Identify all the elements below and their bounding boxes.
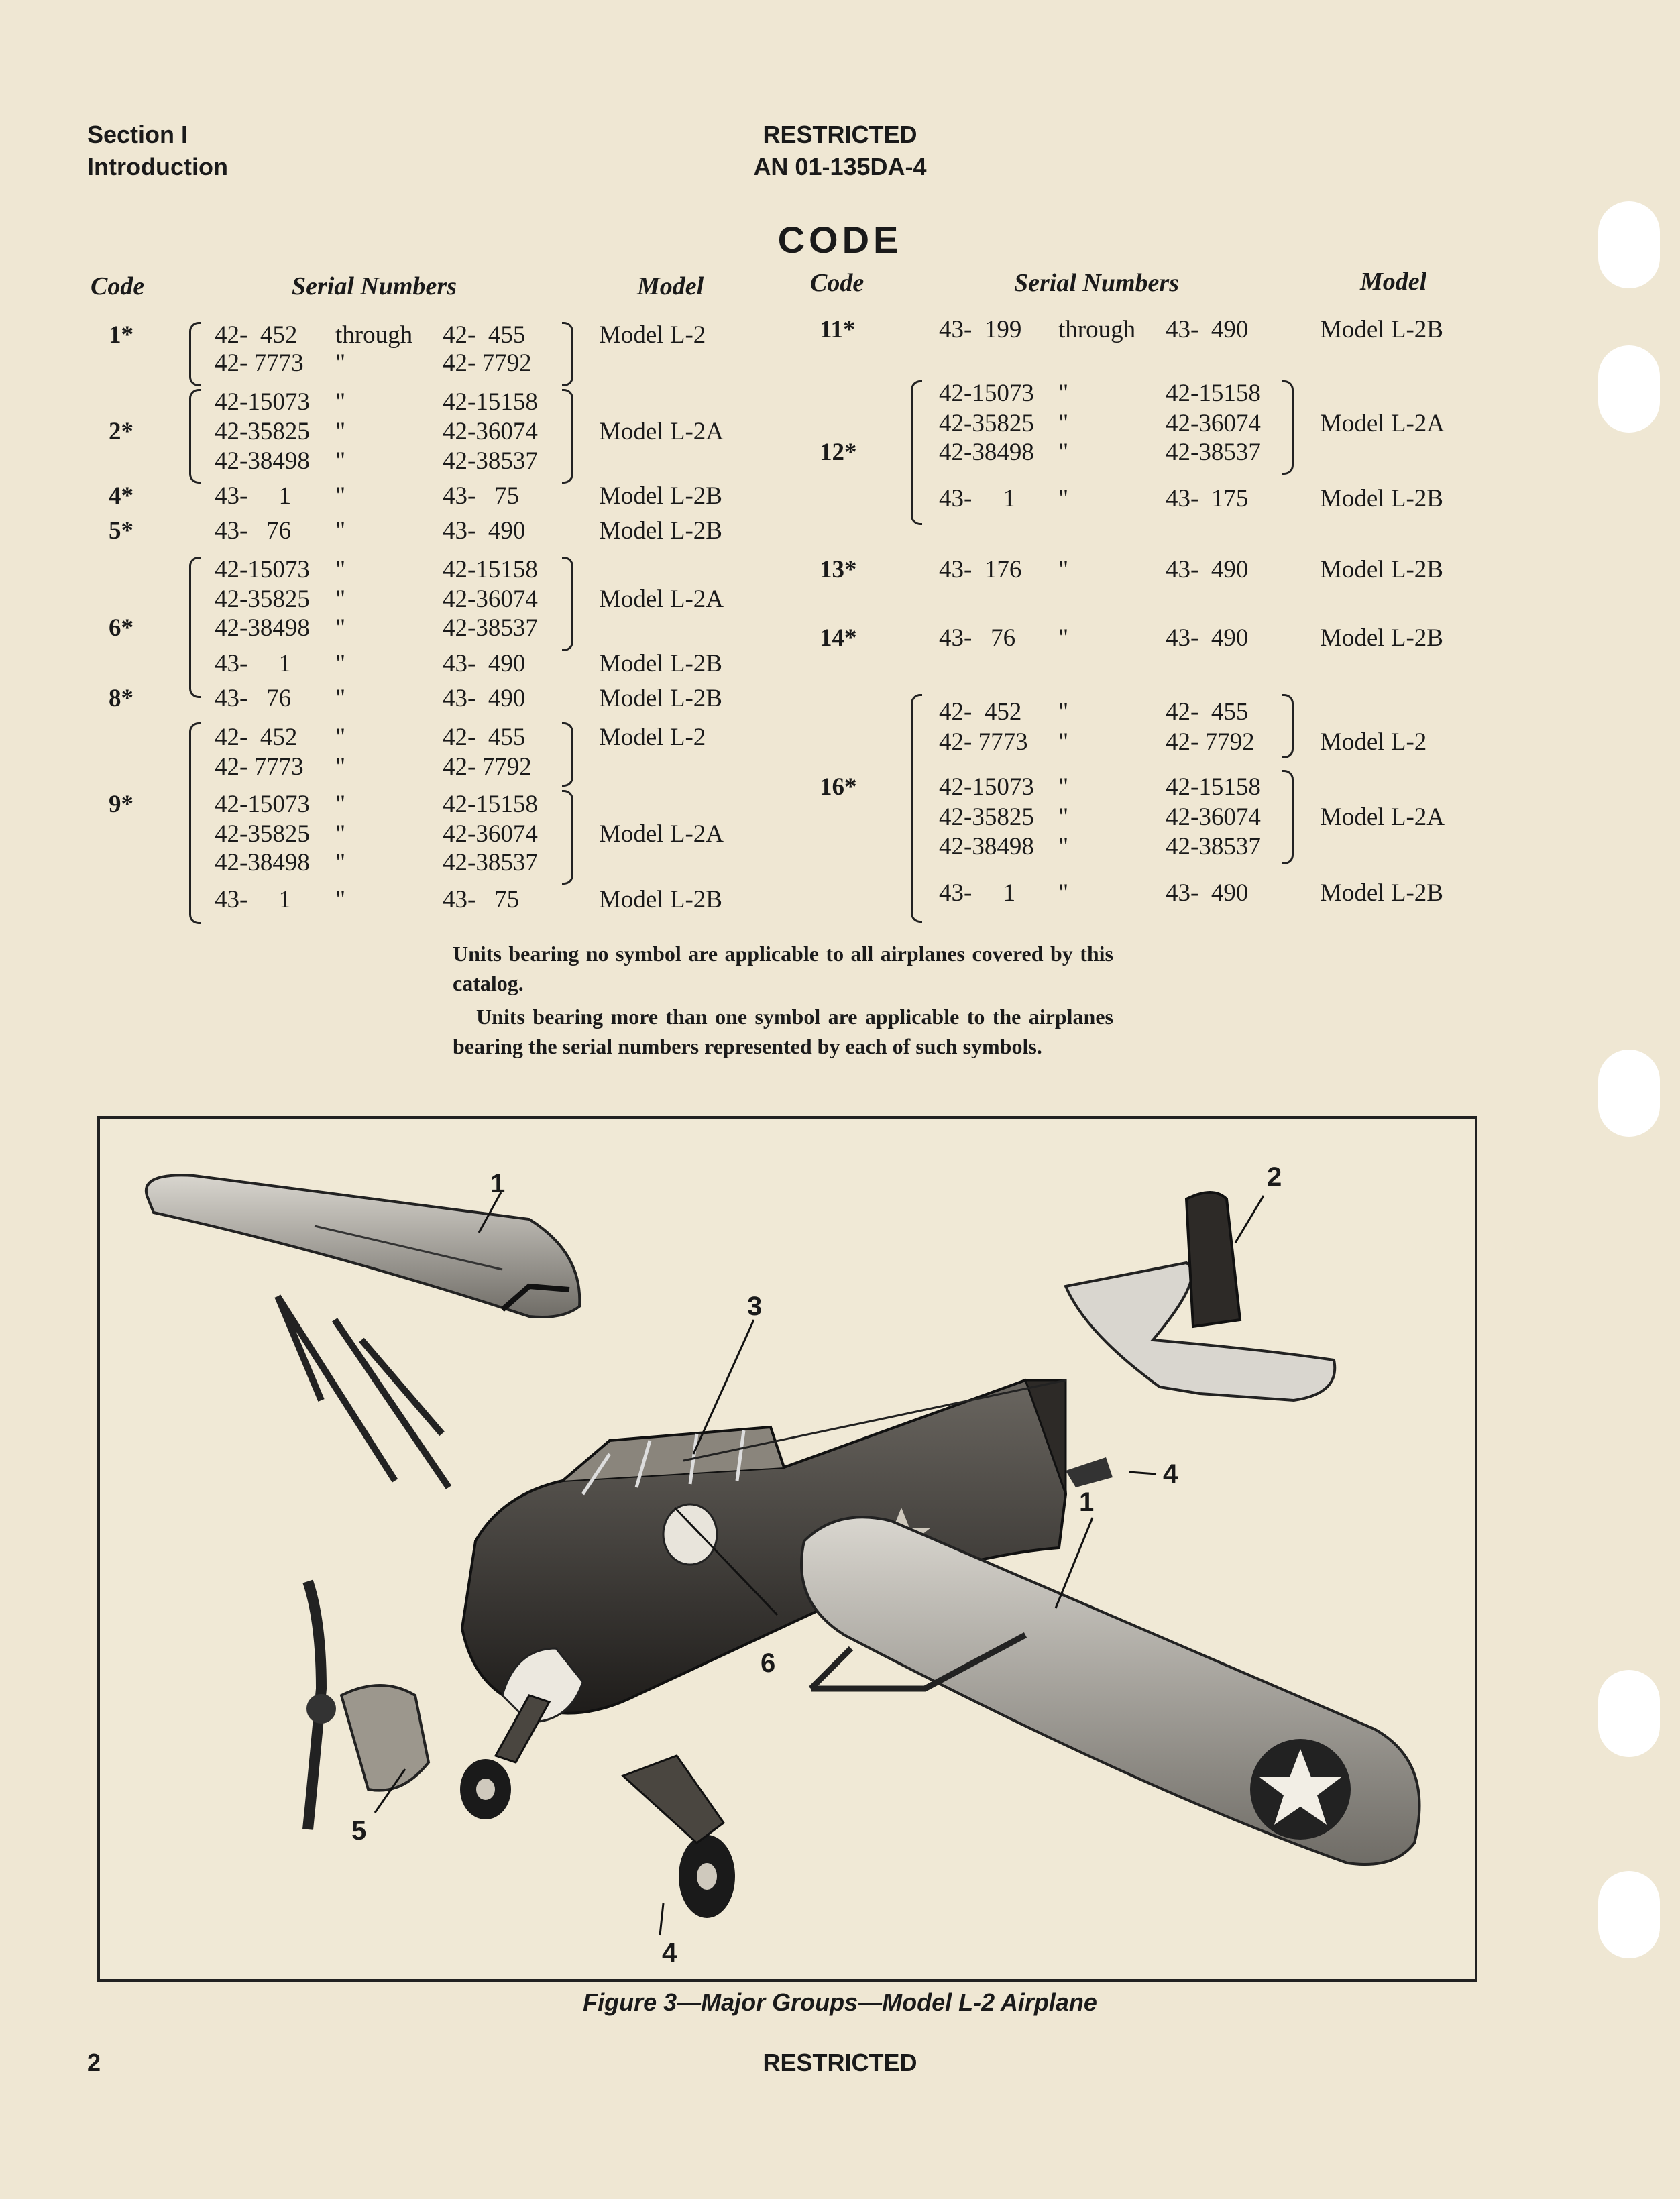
bracket <box>562 322 573 386</box>
code-table-model: Model L-2A <box>599 585 724 613</box>
bracket <box>562 722 573 787</box>
code-table-sep: " <box>1058 728 1069 756</box>
code-table-sep: " <box>335 614 346 642</box>
code-table-sep: " <box>1058 803 1069 831</box>
subsection-label: Introduction <box>87 153 228 180</box>
code-table-from: 42-15073 <box>939 380 1034 407</box>
code-table-model: Model L-2A <box>599 820 724 848</box>
code-table-model: Model L-2A <box>1320 803 1445 831</box>
code-table-model: Model L-2A <box>599 418 724 445</box>
code-table-from: 43- 1 <box>215 886 292 913</box>
doc-number: AN 01-135DA-4 <box>753 153 927 180</box>
right-serial-header: Serial Numbers <box>1014 269 1179 297</box>
code-table-to: 42-36074 <box>443 585 538 613</box>
figure-caption: Figure 3—Major Groups—Model L-2 Airplane <box>583 1988 1097 2016</box>
code-table-sep: " <box>1058 410 1069 437</box>
code-table-from: 43- 1 <box>939 485 1016 512</box>
code-table-from: 42- 452 <box>215 321 298 349</box>
code-table-to: 42-38537 <box>443 849 538 877</box>
code-table-from: 43- 1 <box>939 879 1016 907</box>
code-table-code: 2* <box>109 418 133 445</box>
code-table-to: 43- 175 <box>1166 485 1249 512</box>
code-table-sep: through <box>335 321 413 349</box>
figure-box <box>97 1116 1477 1982</box>
right-model-header: Model <box>1360 268 1427 296</box>
note-2: Units bearing more than one symbol are applicable to the airplanes bearing the serial numbers represented by each of such symbols. <box>453 1005 1113 1058</box>
code-table-to: 42-38537 <box>1166 439 1261 466</box>
code-table-from: 43- 76 <box>215 685 292 712</box>
code-table-to: 42-36074 <box>1166 803 1261 831</box>
right-code-header: Code <box>810 269 864 297</box>
airplane-exploded-illustration <box>100 1119 1475 1979</box>
bracket <box>562 557 573 651</box>
code-table-from: 42- 452 <box>939 698 1022 726</box>
code-table-from: 42-38498 <box>215 614 310 642</box>
code-table-from: 42-35825 <box>215 585 310 613</box>
code-table-sep: " <box>335 724 346 751</box>
code-table-sep: " <box>1058 698 1069 726</box>
bracket <box>911 380 922 525</box>
code-table-code: 6* <box>109 614 133 642</box>
code-table-code: 9* <box>109 791 133 818</box>
code-table-code: 13* <box>820 556 857 583</box>
code-table-from: 42-15073 <box>215 556 310 583</box>
code-table-to: 42-38537 <box>443 447 538 475</box>
code-table-to: 43- 75 <box>443 482 520 510</box>
left-model-header: Model <box>637 272 704 300</box>
code-table-from: 42-35825 <box>939 803 1034 831</box>
code-table-to: 42- 7792 <box>443 753 532 781</box>
code-table-from: 43- 176 <box>939 556 1022 583</box>
code-table-model: Model L-2B <box>599 517 722 545</box>
code-table-sep: " <box>335 447 346 475</box>
code-table-model: Model L-2B <box>599 650 722 677</box>
code-table-model: Model L-2 <box>1320 728 1427 756</box>
code-table-from: 42-35825 <box>215 418 310 445</box>
code-table-to: 43- 75 <box>443 886 520 913</box>
code-table-to: 42-36074 <box>443 418 538 445</box>
code-table-model: Model L-2A <box>1320 410 1445 437</box>
code-table-to: 43- 490 <box>443 650 526 677</box>
code-table-sep: " <box>1058 879 1069 907</box>
code-table-to: 42-15158 <box>1166 773 1261 801</box>
code-table-from: 42- 452 <box>215 724 298 751</box>
code-table-to: 43- 490 <box>1166 879 1249 907</box>
code-table-from: 42-35825 <box>939 410 1034 437</box>
code-table-to: 42-15158 <box>443 791 538 818</box>
code-table-from: 43- 1 <box>215 650 292 677</box>
code-table-sep: " <box>335 849 346 877</box>
code-table-sep: " <box>335 556 346 583</box>
callout-2: 2 <box>1267 1162 1282 1192</box>
callout-1: 1 <box>490 1169 506 1198</box>
callout-4-gear: 4 <box>662 1938 677 1968</box>
code-table-model: Model L-2B <box>599 685 722 712</box>
code-table-model: Model L-2B <box>1320 556 1443 583</box>
code-table-to: 42- 7792 <box>1166 728 1255 756</box>
binder-hole <box>1598 345 1660 433</box>
code-table-sep: " <box>335 753 346 781</box>
code-table-sep: " <box>335 418 346 445</box>
callout-4: 4 <box>1163 1459 1178 1489</box>
code-table-to: 42-15158 <box>443 556 538 583</box>
code-table-to: 42- 455 <box>1166 698 1249 726</box>
code-table-to: 42-15158 <box>1166 380 1261 407</box>
code-table-to: 43- 490 <box>1166 316 1249 343</box>
code-table-from: 43- 76 <box>939 624 1016 652</box>
bracket <box>562 790 573 885</box>
code-title: CODE <box>777 219 903 261</box>
code-table-sep: through <box>1058 316 1136 343</box>
code-table-sep: " <box>335 685 346 712</box>
code-table-from: 42- 7773 <box>939 728 1028 756</box>
code-table-from: 43- 199 <box>939 316 1022 343</box>
code-table-sep: " <box>1058 624 1069 652</box>
binder-hole <box>1598 1871 1660 1958</box>
bracket <box>189 322 201 386</box>
section-label: Section I <box>87 121 188 148</box>
code-table-sep: " <box>335 886 346 913</box>
code-table-to: 42-15158 <box>443 388 538 416</box>
callout-6: 6 <box>761 1648 776 1678</box>
code-table-from: 42-38498 <box>939 439 1034 466</box>
code-table-code: 11* <box>820 316 856 343</box>
left-serial-header: Serial Numbers <box>292 272 457 300</box>
code-table-model: Model L-2B <box>1320 316 1443 343</box>
code-table-sep: " <box>1058 773 1069 801</box>
bracket <box>1282 380 1294 475</box>
code-table-model: Model L-2 <box>599 724 706 751</box>
page-number: 2 <box>87 2049 101 2076</box>
code-table-to: 42-38537 <box>443 614 538 642</box>
callout-3: 3 <box>747 1292 763 1321</box>
bracket <box>562 389 573 484</box>
bracket <box>911 694 922 923</box>
right-wing <box>801 1517 1420 1864</box>
code-table-to: 43- 490 <box>1166 624 1249 652</box>
note-1: Units bearing no symbol are applicable to all airplanes covered by this catalog. <box>453 942 1113 995</box>
code-table-code: 4* <box>109 482 133 510</box>
code-table-model: Model L-2B <box>599 482 722 510</box>
code-table-sep: " <box>335 388 346 416</box>
code-table-code: 16* <box>820 773 857 801</box>
left-wing <box>146 1175 579 1487</box>
code-table-code: 12* <box>820 439 857 466</box>
engine-group <box>306 1581 429 1829</box>
callout-5: 5 <box>351 1816 367 1846</box>
code-table-sep: " <box>335 349 346 377</box>
code-table-to: 42- 455 <box>443 321 526 349</box>
restricted-header: RESTRICTED <box>763 121 917 148</box>
code-table-from: 42- 7773 <box>215 349 304 377</box>
code-table-code: 1* <box>109 321 133 349</box>
binder-hole <box>1598 1670 1660 1757</box>
code-table-from: 43- 76 <box>215 517 292 545</box>
code-table-code: 14* <box>820 624 857 652</box>
code-table-sep: " <box>335 482 346 510</box>
code-table-from: 42-15073 <box>939 773 1034 801</box>
code-table-model: Model L-2B <box>1320 624 1443 652</box>
bracket <box>189 557 201 698</box>
bracket <box>189 389 201 484</box>
code-table-from: 42-15073 <box>215 388 310 416</box>
tail-group <box>1066 1192 1335 1400</box>
code-table-from: 42- 7773 <box>215 753 304 781</box>
code-table-model: Model L-2B <box>1320 485 1443 512</box>
code-table-to: 42- 455 <box>443 724 526 751</box>
code-table-sep: " <box>1058 380 1069 407</box>
code-table-code: 8* <box>109 685 133 712</box>
left-code-header: Code <box>91 272 145 300</box>
code-table-sep: " <box>335 650 346 677</box>
code-table-model: Model L-2B <box>1320 879 1443 907</box>
code-table-code: 5* <box>109 517 133 545</box>
code-table-model: Model L-2B <box>599 886 722 913</box>
code-table-to: 43- 490 <box>443 685 526 712</box>
code-table-to: 42-36074 <box>443 820 538 848</box>
code-table-to: 43- 490 <box>1166 556 1249 583</box>
bracket <box>189 722 201 924</box>
code-table-to: 43- 490 <box>443 517 526 545</box>
bracket <box>1282 694 1294 758</box>
code-table-sep: " <box>1058 833 1069 860</box>
code-table-sep: " <box>1058 485 1069 512</box>
code-table-to: 42- 7792 <box>443 349 532 377</box>
restricted-footer: RESTRICTED <box>763 2049 917 2076</box>
code-table-from: 42-38498 <box>215 849 310 877</box>
callout-1-right-wing: 1 <box>1079 1487 1095 1517</box>
code-table-sep: " <box>335 585 346 613</box>
code-table-from: 43- 1 <box>215 482 292 510</box>
binder-hole <box>1598 1050 1660 1137</box>
code-table-model: Model L-2 <box>599 321 706 349</box>
code-table-to: 42-38537 <box>1166 833 1261 860</box>
code-table-sep: " <box>335 791 346 818</box>
code-table-sep: " <box>1058 556 1069 583</box>
code-table-from: 42-15073 <box>215 791 310 818</box>
code-table-sep: " <box>1058 439 1069 466</box>
code-table-from: 42-38498 <box>215 447 310 475</box>
bracket <box>1282 770 1294 864</box>
code-table-from: 42-35825 <box>215 820 310 848</box>
code-table-sep: " <box>335 820 346 848</box>
code-table-from: 42-38498 <box>939 833 1034 860</box>
code-table-sep: " <box>335 517 346 545</box>
code-table-to: 42-36074 <box>1166 410 1261 437</box>
